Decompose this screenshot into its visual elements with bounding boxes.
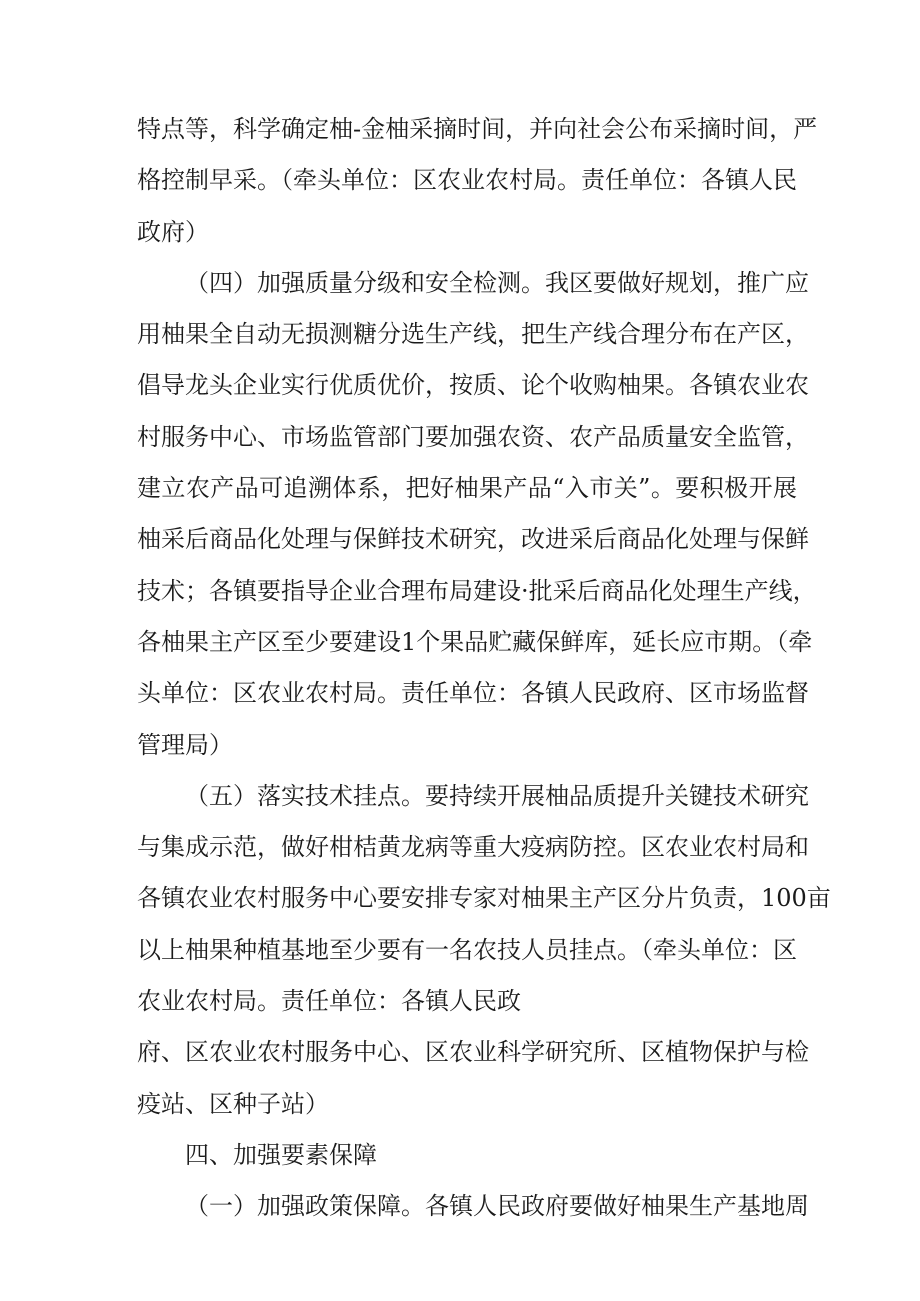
- text-line: 用柚果全自动无损测糖分选生产线，把生产线合理分布在产区，: [137, 320, 809, 349]
- text-line: （五）落实技术挂点。要持续开展柚品质提升关键技术研究: [185, 781, 809, 810]
- document-body: [137, 104, 831, 1233]
- text-line: 格控制早采。（牵头单位：区农业农村局。责任单位：各镇人民: [137, 166, 797, 195]
- text-line: 疫站、区种子站）: [137, 1089, 329, 1118]
- text-line: 府、区农业农村服务中心、区农业科学研究所、区植物保护与检: [137, 1038, 809, 1067]
- text-line: 管理局）: [137, 730, 233, 759]
- text-line: 倡导龙头企业实行优质优价，按质、论个收购柚果。各镇农业农: [137, 371, 809, 400]
- text-line: 技术；各镇要指导企业合理布局建设·批采后商品化处理生产线，: [137, 576, 817, 605]
- text-line: 以上柚果种植基地至少要有一名农技人员挂点。（牵头单位：区: [137, 935, 797, 964]
- text-line: 农业农村局。责任单位：各镇人民政: [137, 987, 521, 1016]
- text-line: （四）加强质量分级和安全检测。我区要做好规划，推广应: [185, 268, 809, 297]
- text-line: 头单位：区农业农村局。责任单位：各镇人民政府、区市场监督: [137, 679, 809, 708]
- text-line: 各柚果主产区至少要建设1个果品贮藏保鲜库，延长应市期。（牵: [137, 627, 813, 656]
- text-line: 四、加强要素保障: [185, 1140, 377, 1169]
- text-line: 与集成示范，做好柑桔黄龙病等重大疫病防控。区农业农村局和: [137, 833, 809, 862]
- text-line: 各镇农业农村服务中心要安排专家对柚果主产区分片负责，100亩: [137, 884, 831, 913]
- text-line: 村服务中心、市场监管部门要加强农资、农产品质量安全监管，: [137, 422, 809, 451]
- text-line: 政府）: [137, 217, 209, 246]
- text-line: 柚采后商品化处理与保鲜技术研究，改进采后商品化处理与保鲜: [137, 525, 809, 554]
- text-line: 特点等，科学确定柚-金柚采摘时间，并向社会公布采摘时间，严: [137, 115, 818, 143]
- text-line: 建立农产品可追溯体系，把好柚果产品“入市关”。要积极开展: [137, 474, 797, 503]
- text-line: （一）加强政策保障。各镇人民政府要做好柚果生产基地周: [185, 1192, 809, 1221]
